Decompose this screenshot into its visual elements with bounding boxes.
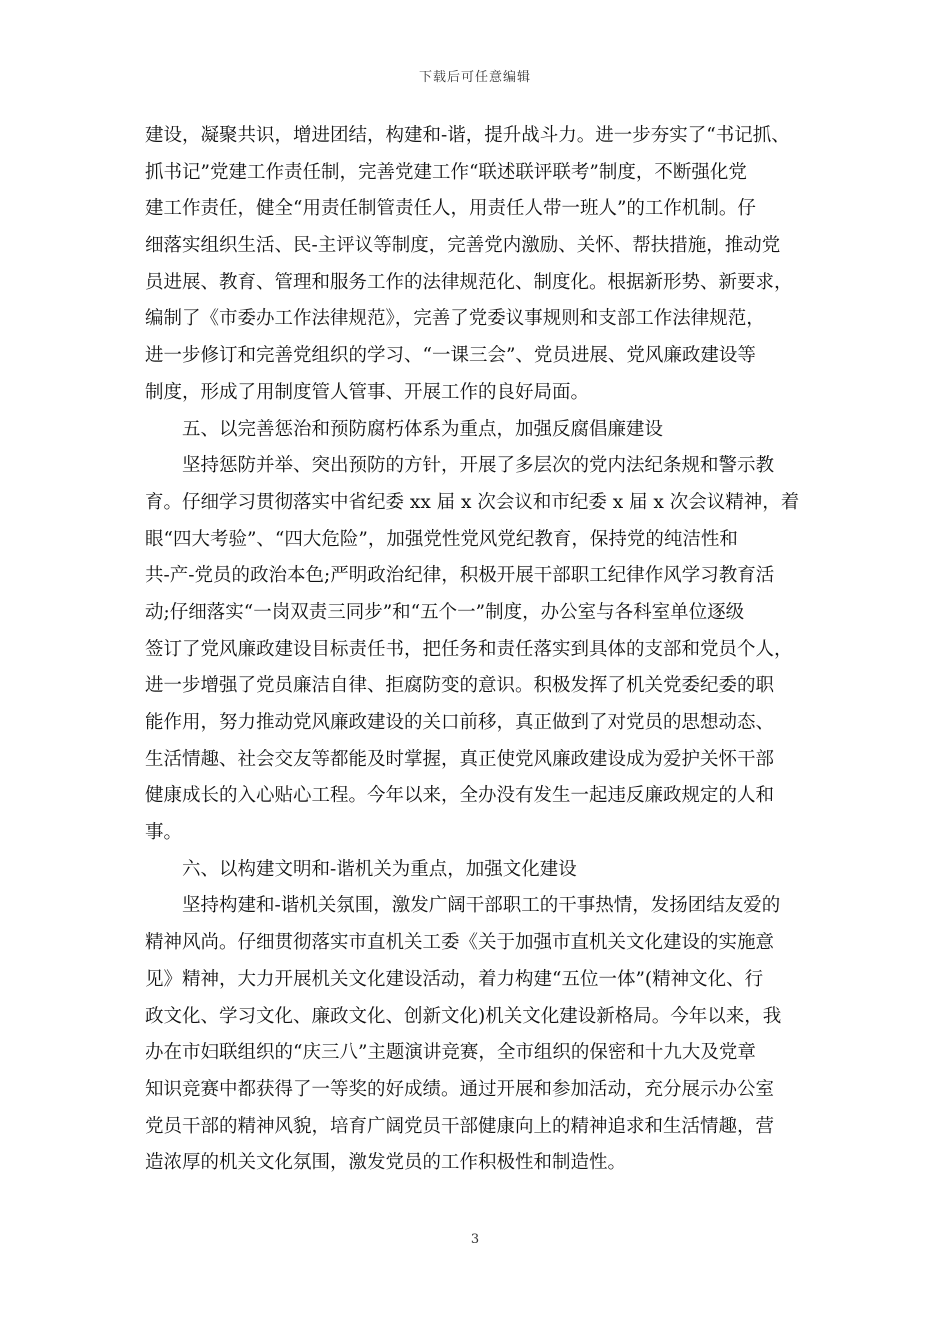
body-line: 政文化、学习文化、廉政文化、创新文化)机关文化建设新格局。今年以来，我	[145, 1005, 782, 1027]
body-line: 动;仔细落实“一岗双责三同步”和“五个一”制度，办公室与各科室单位逐级	[145, 601, 745, 623]
body-line: 建工作责任，健全“用责任制管责任人，用责任人带一班人”的工作机制。仔	[145, 198, 756, 220]
body-line: 党员干部的精神风貌，培育广阔党员干部健康向上的精神追求和生活情趣，营	[145, 1115, 775, 1137]
body-line: 进一步增强了党员廉洁自律、拒腐防变的意识。积极发挥了机关党委纪委的职	[145, 675, 775, 697]
body-line: 办在市妇联组织的“庆三八”主题演讲竞赛，全市组织的保密和十九大及党章	[145, 1042, 756, 1064]
body-line: 共-产-党员的政治本色;严明政治纪律，积极开展干部职工纪律作风学习教育活	[145, 565, 775, 587]
body-line: 进一步修订和完善党组织的学习、“一课三会”、党员进展、党风廉政建设等	[145, 345, 756, 367]
body-line: 育。仔细学习贯彻落实中省纪委 xx 届 x 次会议和市纪委 x 届 x 次会议精神，着	[145, 491, 800, 513]
body-line: 精神风尚。仔细贯彻落实市直机关工委《关于加强市直机关文化建设的实施意	[145, 932, 775, 954]
body-line: 知识竞赛中都获得了一等奖的好成绩。通过开展和参加活动，充分展示办公室	[145, 1078, 775, 1100]
paragraph-start-line: 坚持惩防并举、突出预防的方针，开展了多层次的党内法纪条规和警示教	[182, 455, 775, 477]
section-heading: 六、以构建文明和-谐机关为重点，加强文化建设	[182, 858, 577, 880]
body-line: 编制了《市委办工作法律规范》，完善了党委议事规则和支部工作法律规范，	[145, 308, 765, 330]
body-line: 事。	[145, 822, 183, 844]
body-line: 制度，形成了用制度管人管事、开展工作的良好局面。	[145, 381, 590, 403]
body-line: 员进展、教育、管理和服务工作的法律规范化、制度化。根据新形势、新要求，	[145, 271, 793, 293]
paragraph-start-line: 坚持构建和-谐机关氛围，激发广阔干部职工的干事热情，发扬团结友爱的	[182, 895, 781, 917]
page-header: 下载后可任意编辑	[418, 70, 531, 85]
section-heading: 五、以完善惩治和预防腐朽体系为重点，加强反腐倡廉建设	[182, 418, 664, 440]
body-line: 生活情趣、社会交友等都能及时掌握，真正使党风廉政建设成为爱护关怀干部	[145, 748, 775, 770]
body-line: 见》精神，大力开展机关文化建设活动，着力构建“五位一体”(精神文化、行	[145, 968, 764, 990]
body-line: 建设，凝聚共识，增进团结，构建和-谐，提升战斗力。进一步夯实了“书记抓、	[145, 125, 790, 146]
body-line: 抓书记”党建工作责任制，完善党建工作“联述联评联考”制度，不断强化党	[145, 161, 747, 183]
body-line: 健康成长的入心贴心工程。今年以来，全办没有发生一起违反廉政规定的人和	[145, 785, 775, 807]
body-line: 签订了党风廉政建设目标责任书，把任务和责任落实到具体的支部和党员个人，	[145, 638, 793, 660]
body-line: 能作用，努力推动党风廉政建设的关口前移，真正做到了对党员的思想动态、	[145, 712, 775, 733]
page-number: 3	[470, 1232, 480, 1247]
body-line: 细落实组织生活、民-主评议等制度，完善党内激励、关怀、帮扶措施，推动党	[145, 235, 781, 257]
document-body	[145, 118, 817, 1182]
body-line: 眼“四大考验”、“四大危险”，加强党性党风党纪教育，保持党的纯洁性和	[145, 528, 738, 550]
body-line: 造浓厚的机关文化氛围，激发党员的工作积极性和制造性。	[145, 1152, 627, 1174]
